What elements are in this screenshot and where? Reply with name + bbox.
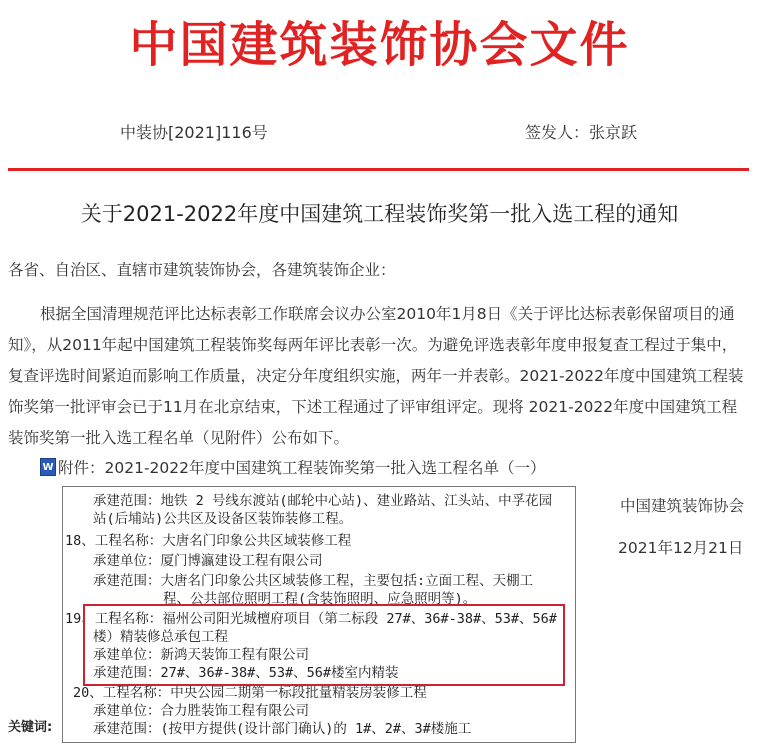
notice-title: 关于2021-2022年度中国建筑工程装饰奖第一批入选工程的通知 [80,202,679,226]
signing-organization: 中国建筑装饰协会 [620,497,745,515]
red-divider-line [8,168,749,171]
document-number: 中装协[2021]116号 [120,123,268,142]
keywords-label: 关键词: [8,720,53,735]
attachment-label: 附件：2021-2022年度中国建筑工程装饰奖第一批入选工程名单（一） [58,459,546,477]
table-row: 程、公共部位照明工程(含装饰照明、应急照明等)。 [163,591,477,607]
table-row: 承建范围：地铁 2 号线东渡站(邮轮中心站)、建业路站、江头站、中孚花园 [93,493,553,509]
issuer: 签发人：张京跃 [525,123,638,142]
table-row: 承建范围：大唐名门印象公共区域装修工程，主要包括:立面工程、天棚工 [93,573,534,589]
table-row: 站(后埔站)公共区及设备区装饰装修工程。 [93,511,353,527]
highlight-box [83,604,565,686]
attachment-link[interactable] [40,456,546,478]
table-row: 承建单位：新鸿天装饰工程有限公司 [93,647,309,663]
table-row: 19、工程名称：福州公司阳光城檀府项目（第二标段 27#、36#-38#、53#、56# [65,611,557,627]
word-document-icon: W [40,458,56,476]
document-header-title: 中国建筑装饰协会文件 [129,17,630,73]
attachment-table-snapshot [62,486,576,743]
table-row: 承建单位：厦门博瀛建设工程有限公司 [93,553,323,569]
table-row: 18、工程名称：大唐名门印象公共区域装修工程 [65,533,352,549]
notice-body [8,299,748,454]
table-row: 承建范围：27#、36#-38#、53#、56#楼室内精装 [93,665,399,681]
table-row: 楼）精装修总承包工程 [93,629,228,645]
table-row: 承建范围：(按甲方提供(设计部门确认)的 1#、2#、3#楼施工 [93,721,472,737]
notice-body-text: 根据全国清理规范评比达标表彰工作联席会议办公室2010年1月8日《关于评比达标表彰保留项目的通知》，从2011年起中国建筑工程装饰奖每两年评比表彰一次。为避免评选表彰年度申报复查工程过于集中，复查评选时间紧迫而影响工作质量，决定分年度组织实施，两年一并表彰。2021-2022年度中国建筑工程装饰奖第一批评审会已于11月在北京结束，下述工程通过了评审组评定。现将 2021-2022年度中国建筑工程装饰奖第一批入选工程名单（见附件）公布如下。 [8,305,744,447]
signing-date: 2021年12月21日 [618,539,744,557]
salutation: 各省、自治区、直辖市建筑装饰协会，各建筑装饰企业： [8,261,396,279]
table-row: 20、工程名称：中央公园二期第一标段批量精装房装修工程 [73,685,427,701]
table-row: 承建单位：合力胜装饰工程有限公司 [93,703,309,719]
